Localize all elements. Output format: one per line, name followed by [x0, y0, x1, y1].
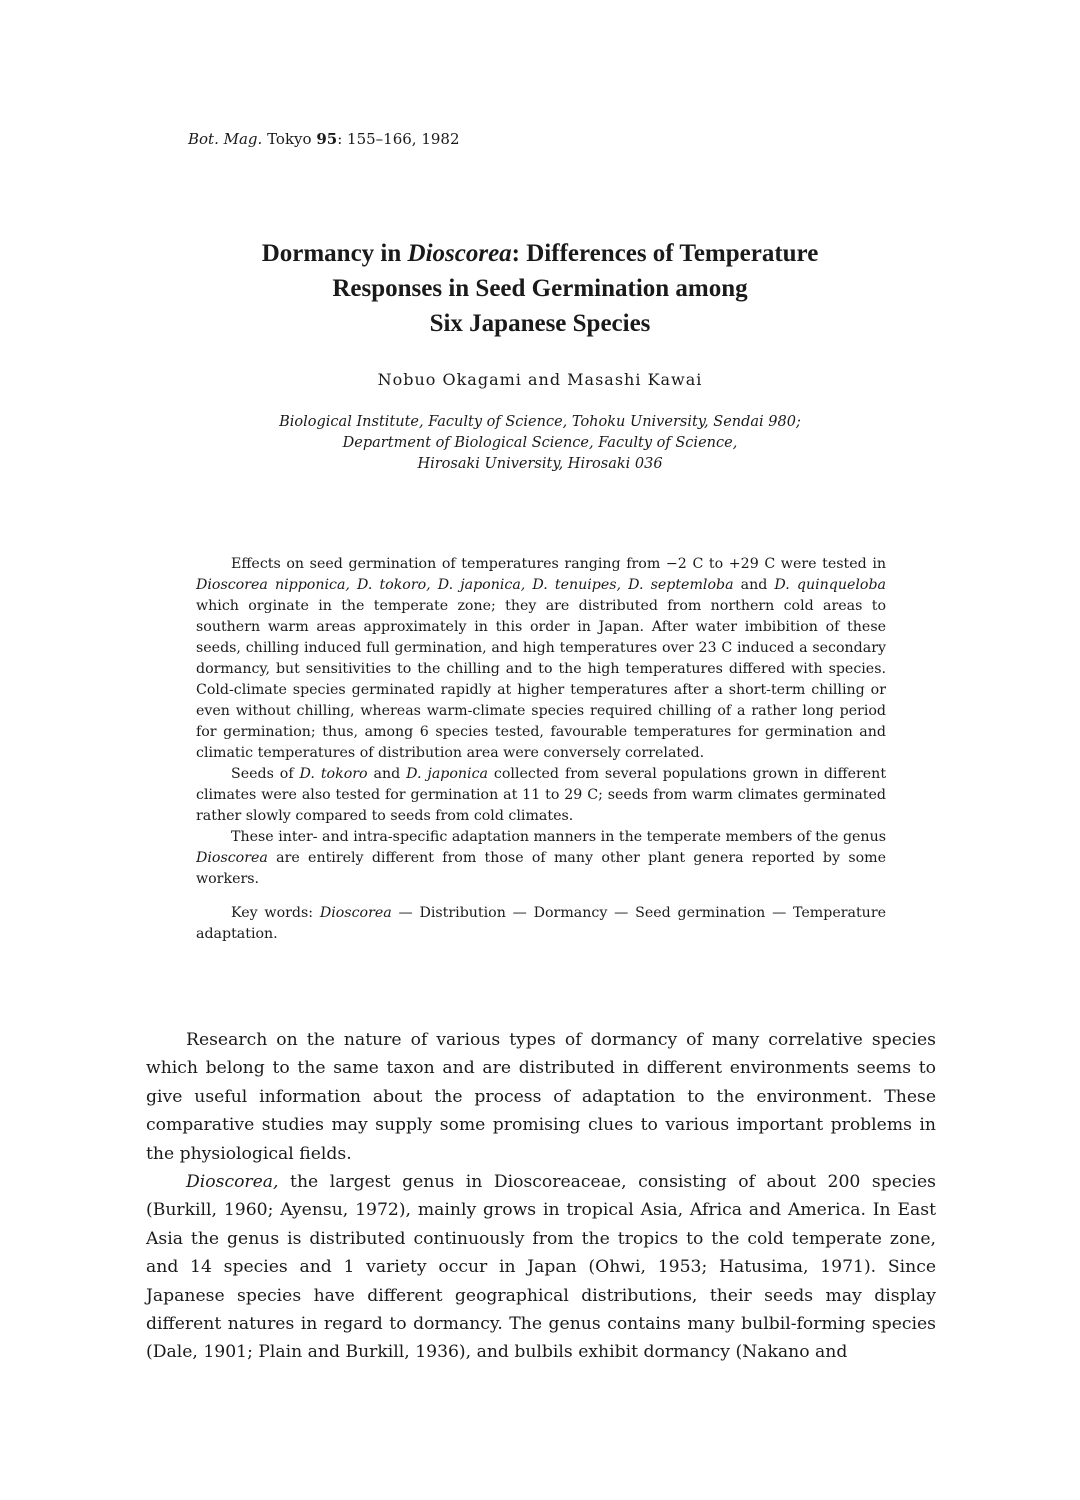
abstract-paragraph	[196, 827, 886, 890]
affiliation-line: Department of Biological Science, Faculty of Science,	[342, 435, 738, 451]
journal-name: Bot. Mag.	[188, 130, 263, 148]
title-line1-rest: : Differences of Temperature	[511, 240, 819, 267]
title-line-2: Responses in Seed Germination among	[332, 275, 748, 302]
abstract-text: which orginate in the temperate zone; they are distributed from northern cold areas to southern warm areas approximately in this order in Japan. After water imbibition of these seeds, chilling induced full germination, and high temperatures over 23 C induced a secondary dormancy, but sensitivities to the chilling and to the high temperatures differed with species. Cold-climate species germinated rapidly at higher temperatures after a short-term chilling or even without chilling, whereas warm-climate species required chilling of a rather long period for germination; thus, among 6 species tested, favourable temperatures for germination and climatic temperatures of distribution area were conversely correlated.	[196, 598, 886, 761]
authors: Nobuo Okagami and Masashi Kawai	[377, 370, 703, 389]
abstract-text: Effects on seed germination of temperatures ranging from −2 C to +29 C were tested in	[231, 556, 886, 572]
abstract-text: and	[733, 577, 775, 593]
body-paragraph	[146, 1168, 936, 1367]
affiliation-line: Biological Institute, Faculty of Science, Tohoku University, Sendai 980;	[279, 414, 801, 430]
abstract-text: collected from several populations grown in different climates were also tested for germination at 11 to 29 C; seeds from warm climates germinated rather slowly compared to seeds from cold climates.	[196, 766, 887, 824]
paper-title	[150, 236, 930, 341]
affiliation-line: Hirosaki University, Hirosaki 036	[417, 456, 663, 472]
species-name: D. tokoro	[299, 766, 368, 782]
journal-citation	[188, 130, 460, 148]
journal-pages-year: : 155–166, 1982	[337, 130, 460, 148]
abstract-paragraph	[196, 554, 886, 764]
journal-city: Tokyo	[267, 130, 312, 148]
abstract	[196, 554, 886, 945]
abstract-text: Seeds of	[231, 766, 300, 782]
abstract-text: are entirely different from those of many other plant genera reported by some workers.	[196, 850, 886, 887]
journal-volume: 95	[316, 130, 338, 148]
key-word-genus: Dioscorea	[319, 905, 392, 921]
abstract-text: These inter- and intra-specific adaptation manners in the temperate members of the genus	[231, 829, 886, 845]
genus-name: Dioscorea,	[186, 1172, 279, 1193]
genus-name: Dioscorea	[196, 850, 268, 866]
species-names: Dioscorea nipponica, D. tokoro, D. japonica, D. tenuipes, D. septemloba	[196, 577, 734, 593]
affiliations	[150, 412, 930, 475]
species-name: D. quinqueloba	[774, 577, 886, 593]
key-words	[196, 903, 886, 945]
body-text	[146, 1026, 936, 1367]
key-words-list: — Distribution — Dormancy — Seed germination — Temperature adaptation.	[196, 905, 886, 942]
abstract-paragraph	[196, 764, 886, 827]
title-genus: Dioscorea	[407, 240, 512, 267]
body-paragraph: Research on the nature of various types of dormancy of many correlative species which belong to the same taxon and are distributed in different environments seems to give useful information about the process of adaptation to the environment. These comparative studies may supply some promising clues to various important problems in the physiological fields.	[146, 1030, 936, 1164]
key-words-label: Key words:	[231, 905, 320, 921]
body-text-span: the largest genus in Dioscoreaceae, consisting of about 200 species (Burkill, 1960; Ayensu, 1972), mainly grows in tropical Asia, Africa and America. In East Asia the genus is distributed continuously from the tropics to the cold temperate zone, and 14 species and 1 variety occur in Japan (Ohwi, 1953; Hatusima, 1971). Since Japanese species have different geographical distributions, their seeds may display different natures in regard to dormancy. The genus contains many bulbil-forming species (Dale, 1901; Plain and Burkill, 1936), and bulbils exhibit dormancy (Nakano and	[146, 1172, 936, 1363]
abstract-text: and	[367, 766, 407, 782]
title-line-1	[150, 236, 930, 271]
species-name: D. japonica	[406, 766, 488, 782]
title-line-3: Six Japanese Species	[429, 310, 651, 337]
title-prefix: Dormancy in	[261, 240, 408, 267]
